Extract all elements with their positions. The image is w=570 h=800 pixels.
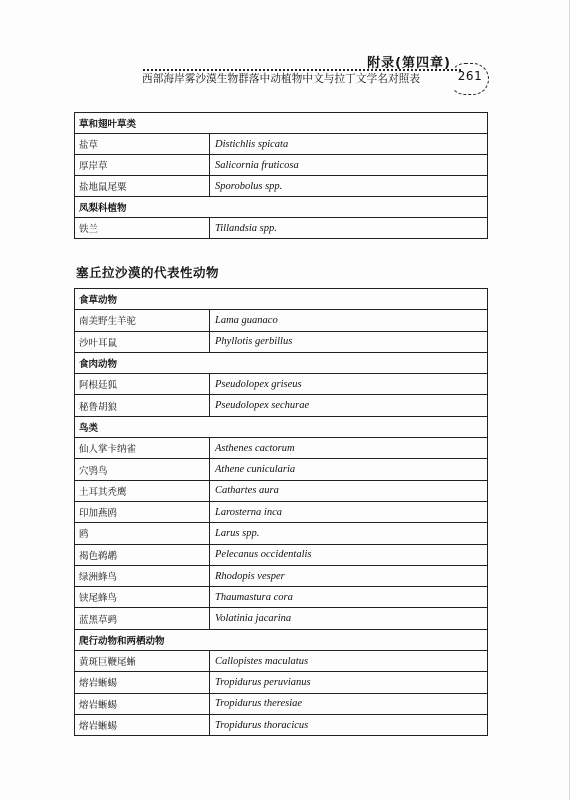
table-row: [75, 544, 488, 565]
category-row: [75, 197, 488, 218]
animal-names-table: [74, 288, 488, 736]
latin-name: Phyllotis gerbillus: [210, 331, 488, 352]
latin-name: Salicornia fruticosa: [210, 155, 488, 176]
latin-name: Pseudolopex sechurae: [210, 395, 488, 416]
category-row: [75, 416, 488, 437]
chinese-name: 铁兰: [75, 218, 210, 239]
category-label: 鸟类: [75, 416, 488, 437]
latin-name: Pelecanus occidentalis: [210, 544, 488, 565]
chinese-name: 熔岩蜥蜴: [75, 693, 210, 714]
latin-name: Tropidurus peruvianus: [210, 672, 488, 693]
table-row: [75, 155, 488, 176]
table-row: [75, 608, 488, 629]
category-label: 食草动物: [75, 289, 488, 310]
chinese-name: 熔岩蜥蜴: [75, 714, 210, 735]
chinese-name: 厚岸草: [75, 155, 210, 176]
table-row: [75, 331, 488, 352]
table-row: [75, 218, 488, 239]
category-label: 食肉动物: [75, 352, 488, 373]
chinese-name: 阿根廷狐: [75, 374, 210, 395]
latin-name: Volatinia jacarina: [210, 608, 488, 629]
latin-name: Callopistes maculatus: [210, 651, 488, 672]
chinese-name: 鸥: [75, 523, 210, 544]
latin-name: Sporobolus spp.: [210, 176, 488, 197]
table-row: [75, 693, 488, 714]
latin-name: Larosterna inca: [210, 501, 488, 522]
chinese-name: 南美野生羊驼: [75, 310, 210, 331]
latin-name: Lama guanaco: [210, 310, 488, 331]
chinese-name: 穴鸮鸟: [75, 459, 210, 480]
latin-name: Rhodopis vesper: [210, 565, 488, 586]
table-row: [75, 672, 488, 693]
table-row: [75, 438, 488, 459]
latin-name: Tropidurus theresiae: [210, 693, 488, 714]
table-row: [75, 501, 488, 522]
plant-names-table: [74, 112, 488, 239]
category-label: 爬行动物和两栖动物: [75, 629, 488, 650]
category-label: 草和翅叶草类: [75, 113, 488, 134]
chinese-name: 印加燕鸥: [75, 501, 210, 522]
category-label: 凤梨科植物: [75, 197, 488, 218]
table-row: [75, 480, 488, 501]
latin-name: Pseudolopex griseus: [210, 374, 488, 395]
table-row: [75, 714, 488, 735]
table-row: [75, 459, 488, 480]
latin-name: Tropidurus thoracicus: [210, 714, 488, 735]
table-row: [75, 374, 488, 395]
table-row: [75, 523, 488, 544]
chinese-name: 盐地鼠尾粟: [75, 176, 210, 197]
running-header-appendix: 附录(第四章): [367, 56, 451, 71]
chinese-name: 绿洲蜂鸟: [75, 565, 210, 586]
table-row: [75, 651, 488, 672]
table-row: [75, 587, 488, 608]
chinese-name: 熔岩蜥蜴: [75, 672, 210, 693]
chinese-name: 铗尾蜂鸟: [75, 587, 210, 608]
latin-name: Tillandsia spp.: [210, 218, 488, 239]
chinese-name: 盐草: [75, 134, 210, 155]
chinese-name: 褐色鹈鹕: [75, 544, 210, 565]
latin-name: Thaumastura cora: [210, 587, 488, 608]
latin-name: Cathartes aura: [210, 480, 488, 501]
category-row: [75, 629, 488, 650]
chinese-name: 黄斑巨鞭尾蜥: [75, 651, 210, 672]
chinese-name: 仙人掌卡纳雀: [75, 438, 210, 459]
table-row: [75, 134, 488, 155]
section-heading: 塞丘拉沙漠的代表性动物: [76, 265, 220, 280]
chinese-name: 沙叶耳鼠: [75, 331, 210, 352]
chinese-name: 秘鲁胡狼: [75, 395, 210, 416]
table-row: [75, 310, 488, 331]
table-row: [75, 395, 488, 416]
category-row: [75, 289, 488, 310]
category-row: [75, 352, 488, 373]
latin-name: Larus spp.: [210, 523, 488, 544]
table-row: [75, 176, 488, 197]
latin-name: Athene cunicularia: [210, 459, 488, 480]
latin-name: Distichlis spicata: [210, 134, 488, 155]
chinese-name: 蓝黑草鹀: [75, 608, 210, 629]
table-row: [75, 565, 488, 586]
chinese-name: 土耳其秃鹰: [75, 480, 210, 501]
latin-name: Asthenes cactorum: [210, 438, 488, 459]
page-number: 261: [457, 69, 483, 83]
running-header-subtitle: 西部海岸雾沙漠生物群落中动植物中文与拉丁文学名对照表: [142, 73, 421, 85]
category-row: [75, 113, 488, 134]
